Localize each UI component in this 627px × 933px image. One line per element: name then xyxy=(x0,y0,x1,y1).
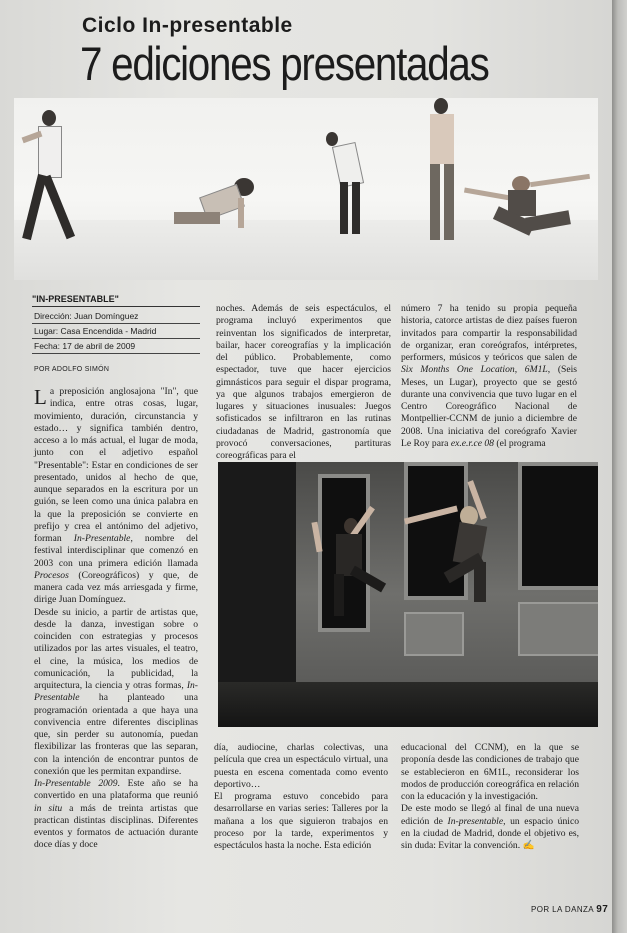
article-kicker: Ciclo In-presentable xyxy=(82,14,293,37)
info-row-direction: Dirección: Juan Domínguez xyxy=(32,309,200,324)
hero-photo xyxy=(14,98,598,280)
info-row-date: Fecha: 17 de abril de 2009 xyxy=(32,339,200,354)
info-title: "IN-PRESENTABLE" xyxy=(32,294,200,307)
dancer-figure xyxy=(174,178,264,238)
text-column-2-bottom: día, audiocine, charlas colectivas, una película que crea un espectáculo virtual, una puesta en escena comentada como evento deportivo… El programa estuvo concebido para desarrollarse en varias series: Talleres por la mañana a los que siguieron trabajos en proceso por la tarde, experimentos y espectáculos hasta la noche. Esta edición xyxy=(214,742,388,851)
performance-photo xyxy=(218,462,598,727)
dancer-figure xyxy=(422,98,462,248)
page-footer xyxy=(531,904,608,915)
article-headline: 7 ediciones presentadas xyxy=(80,37,489,90)
drop-cap: L xyxy=(34,385,47,409)
jumping-dancer xyxy=(314,498,394,628)
dancer-figure xyxy=(464,170,594,260)
magazine-name: POR LA DANZA xyxy=(531,905,594,914)
dancer-figure xyxy=(22,110,82,250)
text-column-1: La preposición anglosajona "In", que indica, entre otras cosas, lugar, movimiento, duración, circunstancia y estado… y significa también dentro, acceso a lo más actual, el lugar de moda, junto con el adjetivo español "Presentable": Estar en condiciones de ser presentado, unidos al hecho de que, aunque separados en la escritura por un guión, se leen como una única palabra en la que la preposición se convierte en prefijo y crea el antónimo del adjetivo, forman In-Presentable, nombre del festival interdisciplinar que comenzó en 2003 con una primera edición llamada Procesos (Coreográficos) y que, de manera cada vez más arriesgada y firme, dirige Juan Domínguez. Desde su inicio, a partir de artistas que, desde la danza, investigan sobre o coinciden con estrategias y procesos utilizados por las artes visuales, el teatro, el cine, la música, los medios de comunicación, la publicidad, la arquitectura, la ciencia y otras formas, In-Presentable ha planteado una programación orientada a que haya una convivencia entre diferentes disciplinas que, sin perder su autonomía, puedan flexibilizar las fronteras que las separan, con la intención de encontrar puntos de conexión que les permitan expandirse. In-Presentable 2009. Este año se ha convertido en una plataforma que reunió in situ a más de treinta artistas que practican distintas disciplinas. Diferentes eventos y formatos de actuación durante doce días y doce xyxy=(34,385,198,851)
jumping-dancer xyxy=(404,476,524,616)
page-edge xyxy=(612,0,627,933)
author-byline: POR ADOLFO SIMÓN xyxy=(34,366,110,373)
text-column-3: número 7 ha tenido su propia pequeña historia, catorce artistas de diez países fueron invitados para compartir la responsabilidad de organizar, eran coreógrafos, intérpretes, performers, músicos y teóricos que salen de Six Months One Location, 6M1L, (Seis Meses, un Lugar), proyecto que se gestó durante una convivencia que tuvo lugar en el Centro Coreográfico Nacional de Montpellier-CCNM de junio a diciembre de 2008. Una iniciativa del coreógrafo Xavier Le Roy para ex.e.r.ce 08 (el programa xyxy=(401,303,578,449)
text-column-3-bottom: educacional del CCNM), en la que se proponía desde las condiciones de trabajo que se establecieron en 6M1L, reconsiderar los modos de producción coreográfica en relación con la educación y la investigación. De este modo se llegó al final de una nueva edición de In-presentable, un espacio único en la ciudad de Madrid, donde el objetivo es, sin duda: Evitar la convención. ✍ xyxy=(401,742,579,851)
page-number: 97 xyxy=(596,904,609,915)
info-row-place: Lugar: Casa Encendida - Madrid xyxy=(32,324,200,339)
info-box xyxy=(32,294,200,354)
text-column-2: noches. Además de seis espectáculos, el programa incluyó experimentos que reinventan los significados de interpretar, bailar, hacer coreografías y la implicación del público. Probablemente, como espectador, tuve que hacer ejercicios gimnásticos para seguir el dispar programa, ya que algunos trabajos emergieron de lugares y situaciones inusuales: Juegos sofisticados se infiltraron en las rutinas ciudadanas de Madrid, gastronomía que provocó conversaciones, partituras coreográficas para el xyxy=(216,303,391,461)
dancer-figure xyxy=(326,132,376,242)
